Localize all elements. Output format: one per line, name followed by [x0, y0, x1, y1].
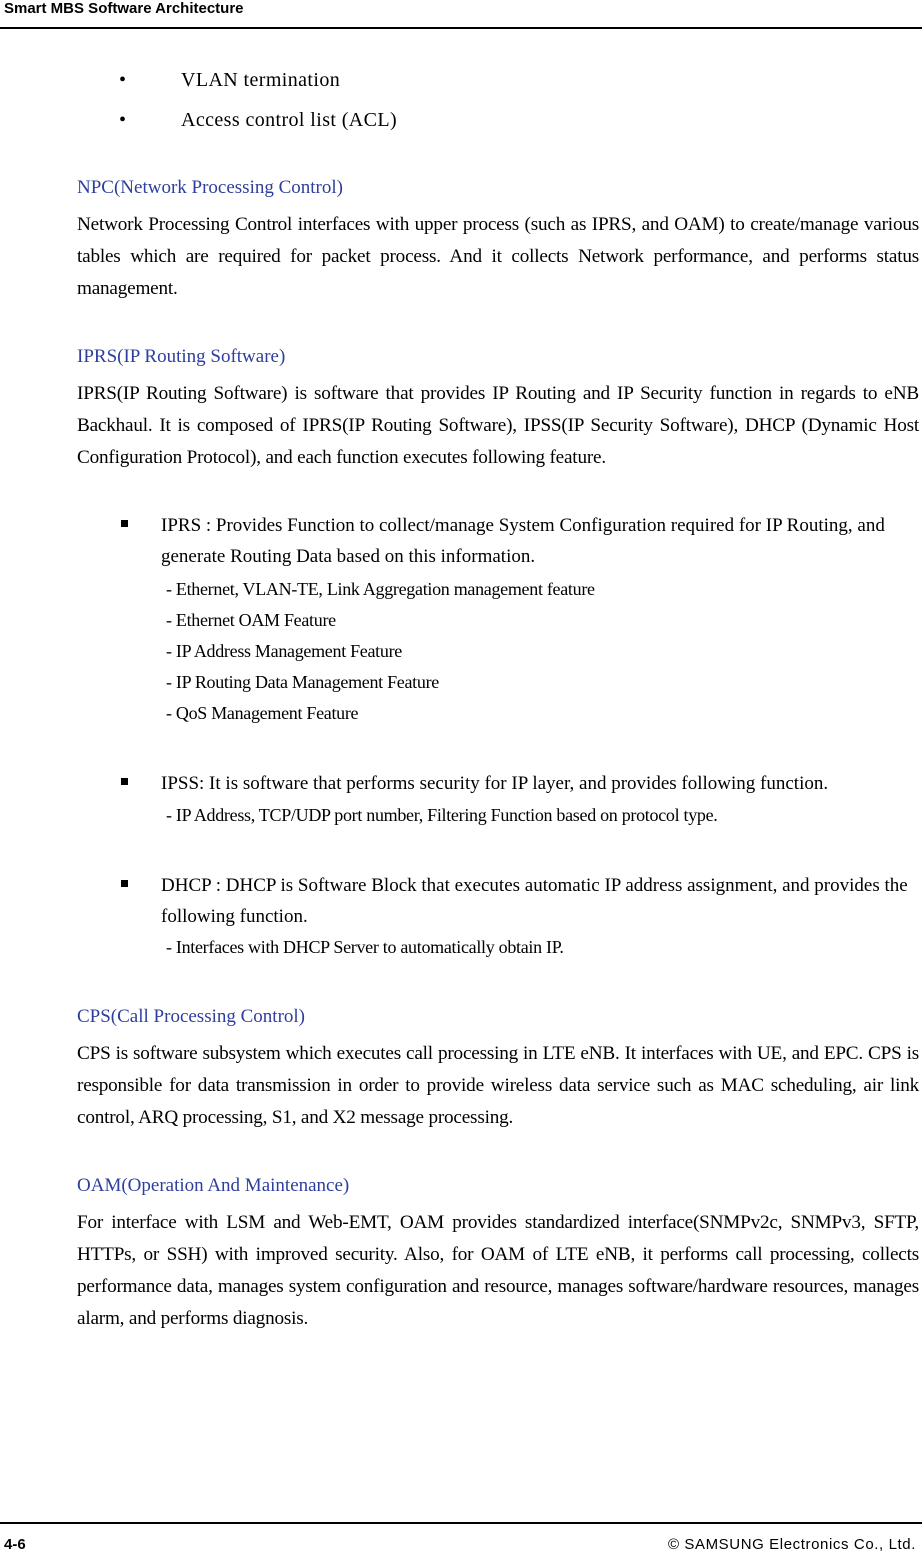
bullet-dot: •	[119, 69, 127, 91]
iprs-section-title: IPRS(IP Routing Software)	[77, 346, 286, 367]
list-item-text: IPSS: It is software that performs security for IP layer, and provides following function.	[161, 773, 829, 794]
list-item-text: DHCP : DHCP is Software Block that executes automatic IP address assignment, and provides the following function.	[161, 875, 908, 927]
sub-item: - QoS Management Feature	[166, 703, 359, 723]
bullet-text: Access control list (ACL)	[181, 109, 398, 131]
iprs-paragraph: IPRS(IP Routing Software) is software that provides IP Routing and IP Security function in regards to eNB Backhaul. It is composed of IPRS(IP Routing Software), IPSS(IP Security Software), DHCP (Dynamic Host Configuration Protocol), and each function executes following feature.	[77, 383, 919, 468]
oam-section-title: OAM(Operation And Maintenance)	[77, 1175, 350, 1196]
footer-rule	[0, 1522, 922, 1524]
square-bullet-icon	[121, 778, 128, 785]
list-item-text: IPRS : Provides Function to collect/manage System Configuration required for IP Routing, and generate Routing Data based on this information.	[161, 515, 885, 567]
oam-paragraph: For interface with LSM and Web-EMT, OAM provides standardized interface(SNMPv2c, SNMPv3, SFTP, HTTPs, or SSH) with improved security. Also, for OAM of LTE eNB, it performs call processing, collects performance data, manages system configuration and resource, manages software/hardware resources, manages alarm, and performs diagnosis.	[77, 1212, 919, 1329]
cps-section-title: CPS(Call Processing Control)	[77, 1006, 306, 1027]
cps-paragraph: CPS is software subsystem which executes call processing in LTE eNB. It interfaces with UE, and EPC. CPS is responsible for data transmission in order to provide wireless data service such as MAC scheduling, air link control, ARQ processing, S1, and X2 message processing.	[77, 1043, 919, 1128]
bullet-text: VLAN termination	[181, 69, 341, 91]
npc-section-title: NPC(Network Processing Control)	[77, 177, 343, 198]
ipss-list-item	[121, 768, 919, 799]
sub-item: - IP Address Management Feature	[166, 641, 402, 661]
sub-item: - IP Routing Data Management Feature	[166, 672, 439, 692]
page-header-title: Smart MBS Software Architecture	[4, 0, 244, 17]
iprs-list-item	[121, 510, 919, 572]
sub-item: - IP Address, TCP/UDP port number, Filtering Function based on protocol type.	[166, 805, 718, 825]
bullet-item	[119, 68, 340, 92]
copyright: © SAMSUNG Electronics Co., Ltd.	[667, 1536, 916, 1553]
sub-item: - Ethernet, VLAN-TE, Link Aggregation management feature	[166, 579, 595, 599]
sub-item: - Interfaces with DHCP Server to automatically obtain IP.	[166, 937, 564, 957]
sub-item: - Ethernet OAM Feature	[166, 610, 336, 630]
bullet-item	[119, 108, 397, 132]
dhcp-list-item	[121, 870, 919, 932]
npc-paragraph: Network Processing Control interfaces with upper process (such as IPRS, and OAM) to create/manage various tables which are required for packet process. And it collects Network performance, and performs status management.	[77, 214, 919, 299]
bullet-dot: •	[119, 109, 127, 131]
square-bullet-icon	[121, 880, 128, 887]
page-number: 4-6	[4, 1536, 26, 1553]
header-rule	[0, 27, 922, 29]
square-bullet-icon	[121, 520, 128, 527]
